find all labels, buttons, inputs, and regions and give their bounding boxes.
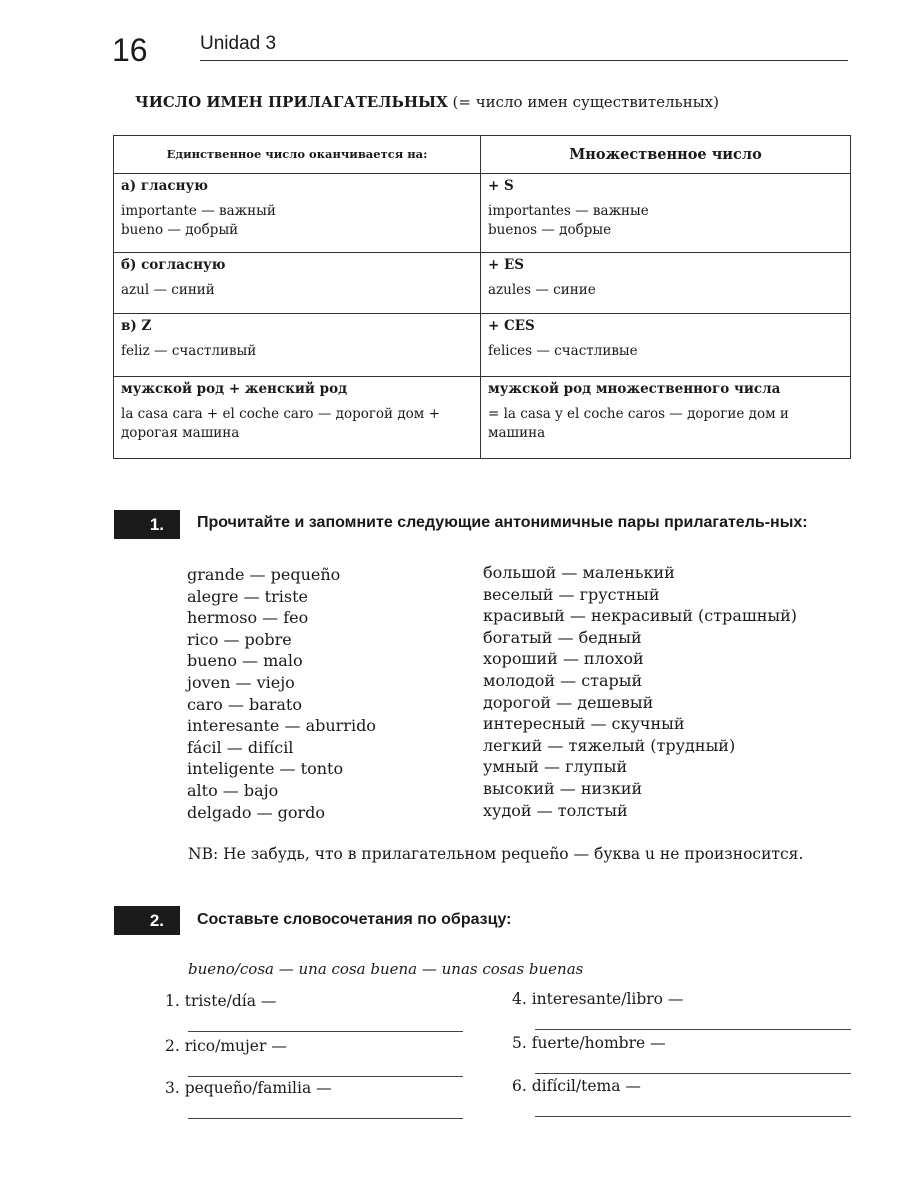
example-line: azules — синие — [488, 282, 596, 298]
exercise-1-title: Прочитайте и запомните следующие антонимичные пары прилагатель-ных: — [197, 514, 808, 531]
example-line: importantes — важные — [488, 203, 649, 219]
table-title — [135, 93, 719, 111]
answer-line[interactable] — [188, 1076, 463, 1077]
answer-line[interactable] — [535, 1029, 851, 1030]
list-item: rico — pobre — [187, 629, 292, 649]
table-row — [114, 377, 851, 459]
rule-head: мужской род + женский род — [121, 381, 348, 397]
task-item: 2. rico/mujer — — [165, 1037, 287, 1055]
singular-cell — [114, 314, 481, 377]
list-item: inteligente — tonto — [187, 759, 344, 779]
list-item: alegre — triste — [187, 586, 308, 606]
plural-cell — [481, 174, 851, 253]
answer-line[interactable] — [535, 1073, 851, 1074]
task-item: 5. fuerte/hombre — — [512, 1034, 666, 1052]
nb-note: NB: Не забудь, что в прилагательном pequeño — буква u не произносится. — [188, 845, 804, 863]
list-item: худой — толстый — [483, 800, 628, 820]
exercise-1-number: 1. — [114, 510, 180, 539]
rule-head: в) Z — [121, 318, 152, 334]
example-line: feliz — счастливый — [121, 343, 257, 359]
table-title-normal: (= число имен существительных) — [452, 93, 719, 111]
list-item: интересный — скучный — [483, 714, 685, 734]
rule-head: + ES — [488, 257, 525, 273]
table-row — [114, 174, 851, 253]
plural-cell — [481, 377, 851, 459]
list-item: grande — pequeño — [187, 565, 341, 584]
list-item: высокий — низкий — [483, 778, 643, 798]
rule-head: мужской род множественного числа — [488, 381, 781, 397]
rule-head: б) согласную — [121, 257, 226, 273]
list-item: легкий — тяжелый (трудный) — [483, 735, 736, 755]
task-item: 6. difícil/tema — — [512, 1077, 641, 1095]
answer-line[interactable] — [188, 1118, 463, 1119]
task-item: 3. pequeño/familia — — [165, 1079, 332, 1097]
rule-head: + S — [488, 178, 514, 194]
exercise-2-number: 2. — [114, 906, 180, 935]
rule-head: + CES — [488, 318, 535, 334]
list-item: bueno — malo — [187, 651, 303, 671]
list-item: молодой — старый — [483, 670, 643, 690]
list-item: большой — маленький — [483, 563, 675, 582]
example-line: bueno — добрый — [121, 222, 239, 238]
example-line: azul — синий — [121, 282, 215, 298]
page-number: 16 — [112, 32, 148, 68]
rule-head: а) гласную — [121, 178, 208, 194]
table-row — [114, 253, 851, 314]
singular-cell — [114, 174, 481, 253]
table-row — [114, 314, 851, 377]
list-item: умный — глупый — [483, 757, 628, 777]
plural-cell — [481, 314, 851, 377]
list-item: interesante — aburrido — [187, 716, 376, 736]
example-line: = la casa y el coche caros — дорогие дом и машина — [488, 406, 789, 441]
list-item: delgado — gordo — [187, 802, 326, 822]
singular-cell — [114, 253, 481, 314]
answer-line[interactable] — [188, 1031, 463, 1032]
list-item: веселый — грустный — [483, 584, 660, 604]
example-line: la casa cara + el coche caro — дорогой дом + дорогая машина — [121, 406, 440, 441]
table-header-row — [114, 136, 851, 174]
list-item: fácil — difícil — [187, 737, 294, 757]
list-item: alto — bajo — [187, 780, 279, 800]
example-line: felices — счастливые — [488, 343, 638, 359]
header-rule — [200, 60, 848, 61]
unit-label: Unidad 3 — [200, 33, 277, 54]
example-line: buenos — добрые — [488, 222, 612, 238]
header-singular: Единственное число оканчивается на: — [114, 136, 481, 174]
list-item: caro — barato — [187, 694, 302, 714]
example-line: importante — важный — [121, 203, 276, 219]
exercise-2-example: bueno/cosa — una cosa buena — unas cosas buenas — [188, 960, 584, 978]
russian-pairs-list — [483, 562, 797, 821]
list-item: хороший — плохой — [483, 649, 644, 669]
answer-line[interactable] — [535, 1116, 851, 1117]
list-item: joven — viejo — [187, 672, 295, 692]
list-item: красивый — некрасивый (страшный) — [483, 606, 798, 626]
plural-cell — [481, 253, 851, 314]
task-item: 4. interesante/libro — — [512, 990, 684, 1008]
table-title-bold: ЧИСЛО ИМЕН ПРИЛАГАТЕЛЬНЫХ — [135, 93, 448, 111]
exercise-2-title: Составьте словосочетания по образцу: — [197, 911, 512, 928]
task-item: 1. triste/día — — [165, 992, 277, 1010]
header-plural: Множественное число — [481, 136, 851, 174]
spanish-pairs-list — [187, 564, 376, 823]
list-item: hermoso — feo — [187, 608, 309, 628]
singular-cell — [114, 377, 481, 459]
list-item: дорогой — дешевый — [483, 692, 654, 712]
grammar-table — [113, 135, 851, 459]
list-item: богатый — бедный — [483, 627, 642, 647]
